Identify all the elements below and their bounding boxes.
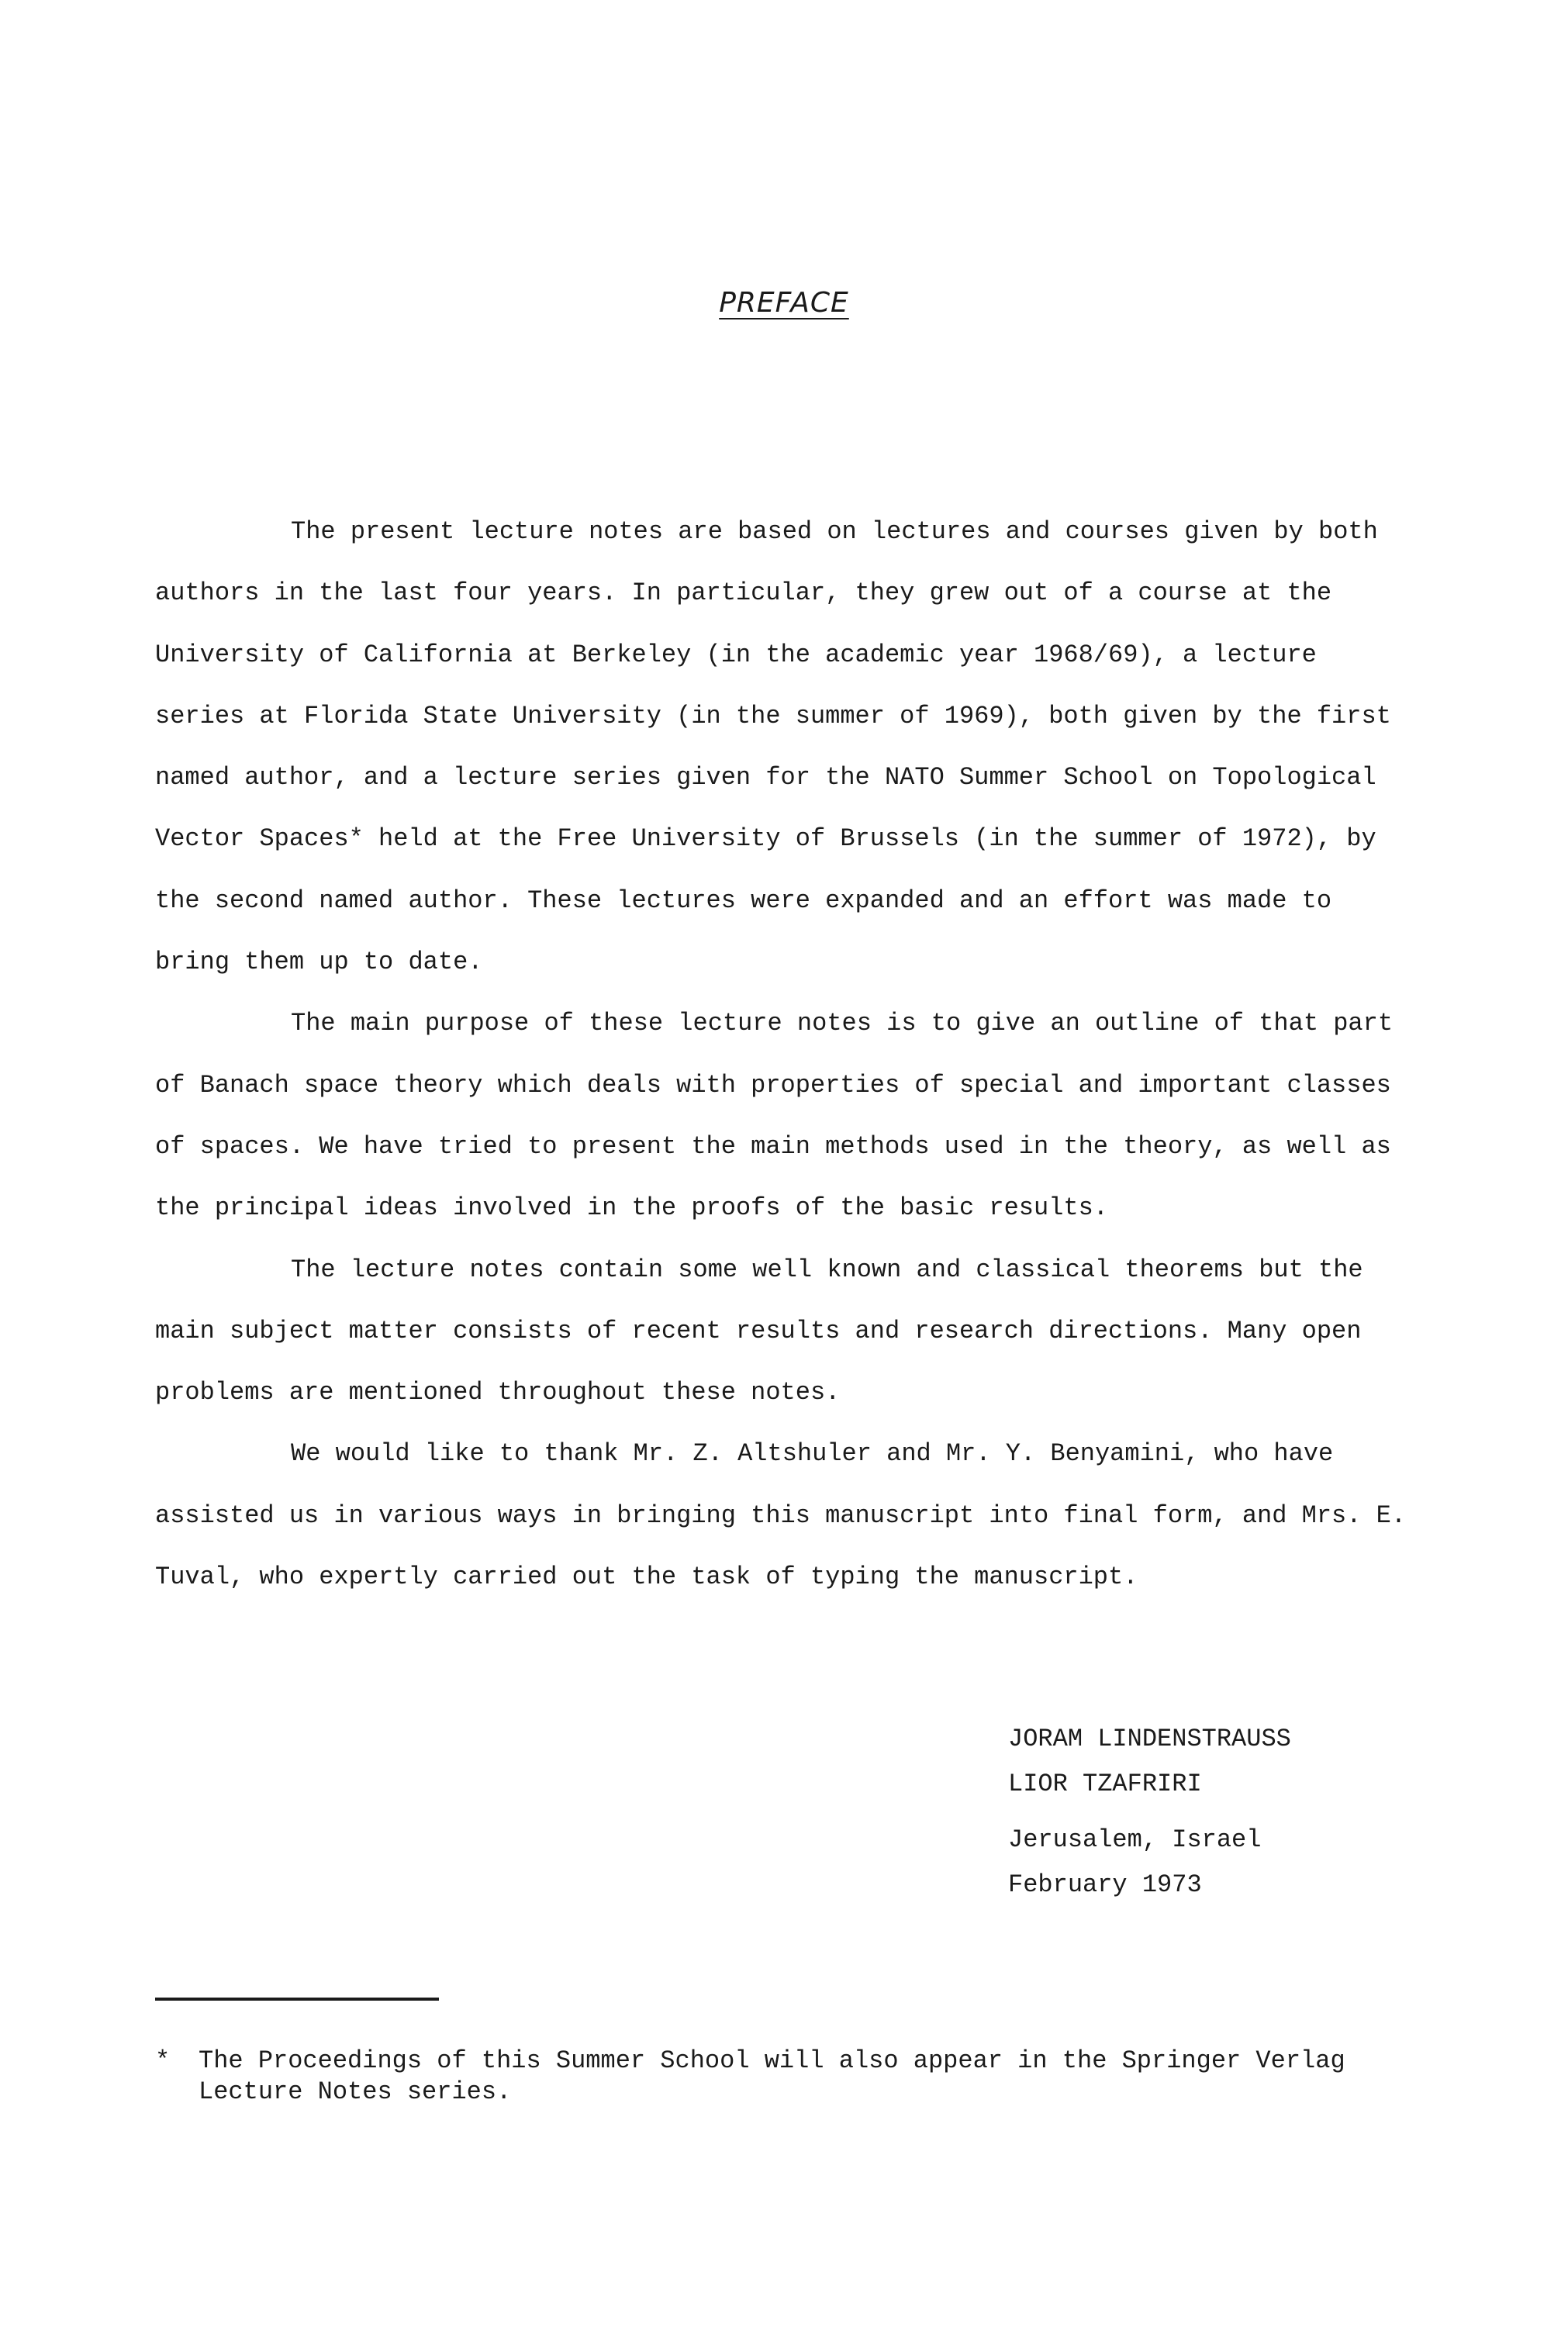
paragraph-1: The present lecture notes are based on lectures and courses given by both authors in the last four years. In particular, they grew out of a course at the University of California at Berkeley (in the academic year 1968/69), a lecture series at Florida State University (in the summer of 1969), both given by the first named author, and a lecture series given for the NATO Summer School on Topological Vector Spaces* held at the Free University of Brussels (in the summer of 1972), by the second named author. These lectures were expanded and an effort was made to bring them up to date. (155, 517, 1391, 977)
footnote-marker: * (155, 2046, 171, 2075)
paragraph-2: The main purpose of these lecture notes is to give an outline of that part of Banach space theory which deals with properties of special and important classes of spaces. We have tried to present the main methods used in the theory, as well as the principal ideas involved in the proofs of the basic results. (155, 1009, 1394, 1223)
preface-body (155, 501, 1419, 1608)
paragraph-3: The lecture notes contain some well known and classical theorems but the main subject matter consists of recent results and research directions. Many open problems are mentioned throughout these notes. (155, 1255, 1363, 1407)
footnote (155, 2046, 1396, 2108)
signature-block (1008, 1717, 1291, 1908)
page-title: PREFACE (719, 287, 849, 319)
signature-place: Jerusalem, Israel (1008, 1825, 1262, 1854)
author-name-2: LIOR TZAFRIRI (1008, 1770, 1202, 1798)
footnote-divider (155, 1998, 439, 2001)
signature-date: February 1973 (1008, 1870, 1202, 1899)
footnote-text: The Proceedings of this Summer School will also appear in the Springer Verlag Lecture Notes series. (199, 2046, 1345, 2106)
paragraph-4: We would like to thank Mr. Z. Altshuler and Mr. Y. Benyamini, who have assisted us in various ways in bringing this manuscript into final form, and Mrs. E. Tuval, who expertly carried out the task of typing the manuscript. (155, 1439, 1407, 1592)
author-name-1: JORAM LINDENSTRAUSS (1008, 1725, 1291, 1753)
